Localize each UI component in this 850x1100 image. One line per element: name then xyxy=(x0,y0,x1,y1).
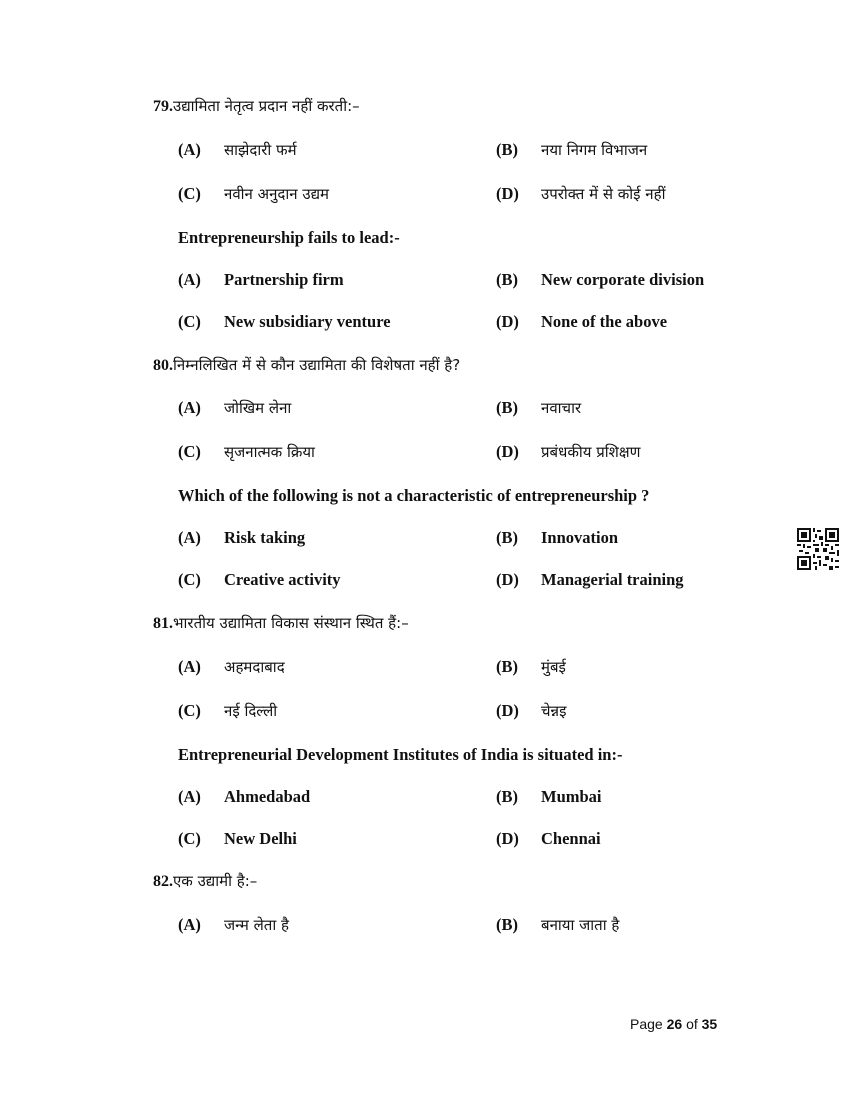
option-79-hindi-a: साझेदारी फर्म xyxy=(224,141,297,159)
question-79-hindi xyxy=(153,96,360,117)
option-label-b: (B) xyxy=(496,657,518,676)
page-word: Page xyxy=(630,1016,663,1032)
option-79-english-c: New subsidiary venture xyxy=(224,312,391,331)
question-number: 81. xyxy=(153,615,173,632)
option-81-hindi-a: अहमदाबाद xyxy=(224,658,285,676)
option-label-d: (D) xyxy=(496,184,519,203)
option-81-english-d: Chennai xyxy=(541,829,601,848)
option-label-d: (D) xyxy=(496,701,519,720)
option-81-english-c: New Delhi xyxy=(224,829,297,848)
option-label-c: (C) xyxy=(178,312,201,331)
option-79-english-d: None of the above xyxy=(541,312,668,331)
option-label-d: (D) xyxy=(496,829,519,848)
question-number: 79. xyxy=(153,98,173,115)
question-79-english: Entrepreneurship fails to lead:- xyxy=(178,228,400,247)
option-label-a: (A) xyxy=(178,915,201,934)
option-label-b: (B) xyxy=(496,270,518,289)
question-number: 82. xyxy=(153,873,173,890)
option-label-b: (B) xyxy=(496,915,518,934)
option-80-hindi-d: प्रबंधकीय प्रशिक्षण xyxy=(541,443,641,461)
option-81-english-b: Mumbai xyxy=(541,787,602,806)
question-81-english: Entrepreneurial Development Institutes of India is situated in:- xyxy=(178,745,623,764)
option-79-hindi-d: उपरोक्त में से कोई नहीं xyxy=(541,185,666,203)
option-82-hindi-a: जन्म लेता है xyxy=(224,916,289,934)
question-text-hindi: एक उद्यामी है:– xyxy=(173,872,258,890)
option-label-d: (D) xyxy=(496,312,519,331)
option-label-b: (B) xyxy=(496,398,518,417)
qr-code-icon xyxy=(797,528,839,570)
question-80-english: Which of the following is not a characteristic of entrepreneurship ? xyxy=(178,486,650,505)
option-label-b: (B) xyxy=(496,787,518,806)
question-number: 80. xyxy=(153,357,173,374)
option-79-english-a: Partnership firm xyxy=(224,270,344,289)
option-label-a: (A) xyxy=(178,528,201,547)
question-text-hindi: उद्यामिता नेतृत्व प्रदान नहीं करती:– xyxy=(173,97,360,115)
option-label-a: (A) xyxy=(178,270,201,289)
option-label-d: (D) xyxy=(496,442,519,461)
question-82-hindi xyxy=(153,871,257,892)
question-text-hindi: निम्नलिखित में से कौन उद्यामिता की विशेषता नहीं है? xyxy=(173,356,461,374)
option-80-hindi-c: सृजनात्मक क्रिया xyxy=(224,443,315,461)
option-label-c: (C) xyxy=(178,829,201,848)
option-80-english-b: Innovation xyxy=(541,528,619,547)
option-label-a: (A) xyxy=(178,787,201,806)
option-label-a: (A) xyxy=(178,140,201,159)
page-footer xyxy=(630,1016,717,1032)
current-page-number: 26 xyxy=(666,1016,683,1032)
question-text-hindi: भारतीय उद्यामिता विकास संस्थान स्थित हैं:– xyxy=(173,614,409,632)
option-80-english-a: Risk taking xyxy=(224,528,306,547)
option-label-a: (A) xyxy=(178,398,201,417)
option-label-c: (C) xyxy=(178,701,201,720)
option-80-english-d: Managerial training xyxy=(541,570,684,589)
option-81-hindi-c: नई दिल्ली xyxy=(224,702,278,720)
option-80-hindi-a: जोखिम लेना xyxy=(224,399,292,417)
option-80-english-c: Creative activity xyxy=(224,570,341,589)
question-81-hindi xyxy=(153,613,409,634)
total-page-number: 35 xyxy=(701,1016,718,1032)
option-label-d: (D) xyxy=(496,570,519,589)
option-label-a: (A) xyxy=(178,657,201,676)
option-79-hindi-b: नया निगम विभाजन xyxy=(541,141,648,159)
question-80-hindi xyxy=(153,355,460,376)
option-79-english-b: New corporate division xyxy=(541,270,705,289)
option-label-b: (B) xyxy=(496,140,518,159)
of-word: of xyxy=(686,1016,698,1032)
option-79-hindi-c: नवीन अनुदान उद्यम xyxy=(224,185,330,203)
option-82-hindi-b: बनाया जाता है xyxy=(541,916,620,934)
option-label-b: (B) xyxy=(496,528,518,547)
option-80-hindi-b: नवाचार xyxy=(541,399,582,417)
option-label-c: (C) xyxy=(178,184,201,203)
option-label-c: (C) xyxy=(178,442,201,461)
option-81-hindi-b: मुंबई xyxy=(541,658,566,676)
option-81-hindi-d: चेन्नइ xyxy=(541,702,567,720)
option-label-c: (C) xyxy=(178,570,201,589)
option-81-english-a: Ahmedabad xyxy=(224,787,311,806)
